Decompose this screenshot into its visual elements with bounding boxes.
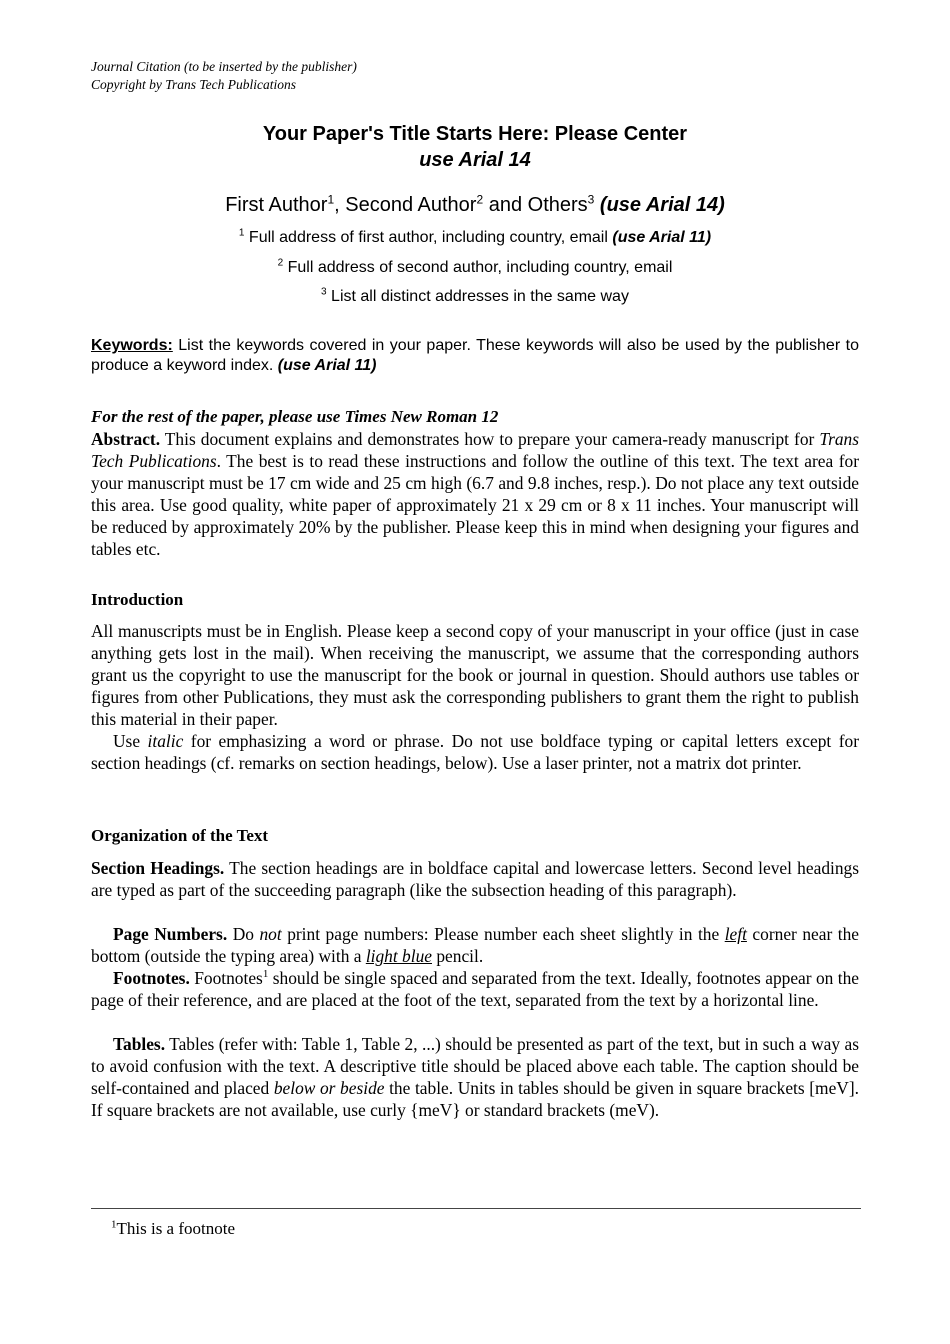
author-others-sup: 3 <box>587 192 595 207</box>
page-numbers-d: pencil. <box>432 946 484 966</box>
footnotes-paragraph <box>91 967 859 1011</box>
paper-title-font-note: use Arial 14 <box>419 149 531 171</box>
abstract-text-b: . The best is to read these instructions and follow the outline of this text. The text area for your manuscript must be 17 cm wide and 25 cm high (6.7 and 9.8 inches, resp.). Do not place any text outside this area. Use good quality, white paper of approximately 21 x 29 cm or 8 x 11 inches. Your manuscript will be reduced by approximately 20% by the publisher. Please keep this in mind when designing your figures and tables etc. <box>91 451 860 559</box>
keywords-font-note: (use Arial 11) <box>277 357 377 374</box>
footnote-reference: 1 <box>262 968 269 981</box>
heading-introduction: Introduction <box>91 590 184 609</box>
address-2-text: Full address of second author, including country, email <box>283 259 673 276</box>
address-2-sup: 2 <box>277 257 284 269</box>
author-first: First Author <box>225 194 328 216</box>
copyright-line: Copyright by Trans Tech Publications <box>91 77 297 92</box>
page-numbers-not: not <box>259 924 282 944</box>
author-first-sup: 1 <box>327 192 335 207</box>
tables-b: the table. Units in tables should be given in square brackets [meV]. If square brackets are not available, use curly {meV} or standard brackets (meV). <box>91 1078 859 1120</box>
abstract <box>91 428 859 560</box>
footnote <box>111 1218 235 1240</box>
author-second: , Second Author <box>334 194 477 216</box>
intro-p2-a: Use <box>113 731 148 751</box>
author-second-sup: 2 <box>476 192 484 207</box>
author-list <box>91 192 859 218</box>
address-1-text: Full address of first author, including country, email <box>244 229 613 246</box>
tables-label: Tables. <box>113 1034 166 1054</box>
address-3-sup: 3 <box>321 286 327 298</box>
page-numbers-c: corner near the bottom (outside the typing area) with a <box>91 924 860 966</box>
address-3 <box>91 287 859 307</box>
footnotes-label: Footnotes. <box>113 968 190 988</box>
footnotes-a: Footnotes <box>189 968 263 988</box>
keywords-label: Keywords: <box>91 337 173 354</box>
keywords-text: List the keywords covered in your paper. These keywords will also be used by the publisher to produce a keyword index. <box>91 337 859 374</box>
footnotes-b: should be single spaced and separated from the text. Ideally, footnotes appear on the page of their reference, and are placed at the foot of the text, separated from the text by a horizontal line. <box>91 968 859 1010</box>
section-headings-label: Section Headings. <box>91 858 225 878</box>
tables-a: Tables (refer with: Table 1, Table 2, ...) should be presented as part of the text, but in such a way as to avoid confusion with the text. A descriptive title should be placed above each table. The caption should be self-contained and placed <box>91 1034 859 1098</box>
address-1 <box>91 228 859 248</box>
tables-paragraph <box>91 1033 859 1121</box>
abstract-text-a: This document explains and demonstrates how to prepare your camera-ready manuscript for <box>160 429 820 449</box>
font-instruction: For the rest of the paper, please use Times New Roman 12 <box>91 407 499 426</box>
author-font-note: (use Arial 14) <box>599 194 725 216</box>
page-numbers-label: Page Numbers. <box>113 924 228 944</box>
intro-p2-italic: italic <box>147 731 184 751</box>
intro-paragraph-1: All manuscripts must be in English. Please keep a second copy of your manuscript in your office (just in case anything gets lost in the mail). When receiving the manuscript, we assume that the corresponding authors grant us the copyright to use the manuscript for the book or journal in question. Should authors use tables or figures from other Publications, they must ask the corresponding publishers to grant them the right to publish this material in their paper. <box>91 621 859 729</box>
heading-organization: Organization of the Text <box>91 826 269 845</box>
abstract-label: Abstract. <box>91 429 161 449</box>
abstract-publisher: Trans Tech Publications <box>91 429 859 471</box>
page-numbers-b: print page numbers: Please number each sheet slightly in the <box>281 924 725 944</box>
address-1-sup: 1 <box>238 227 245 239</box>
footnote-text: This is a footnote <box>116 1219 236 1238</box>
page-numbers-left: left <box>724 924 747 944</box>
journal-citation: Journal Citation (to be inserted by the publisher) <box>91 59 357 74</box>
page-numbers-a: Do <box>227 924 260 944</box>
address-3-text: List all distinct addresses in the same way <box>326 288 629 305</box>
address-2 <box>91 258 859 278</box>
page-numbers-paragraph <box>91 923 859 967</box>
author-others: and Others <box>483 194 588 216</box>
footnote-number: 1 <box>111 1218 117 1231</box>
page-numbers-light-blue: light blue <box>365 946 432 966</box>
paper-page <box>91 0 859 1344</box>
section-headings-text: The section headings are in boldface capital and lowercase letters. Second level headings are typed as part of the succeeding paragraph (like the subsection heading of this paragraph). <box>91 858 860 900</box>
intro-paragraph-2 <box>91 730 859 774</box>
footnote-separator <box>91 1208 861 1209</box>
tables-italic: below or beside <box>273 1078 385 1098</box>
section-headings-paragraph <box>91 857 859 901</box>
intro-p2-b: for emphasizing a word or phrase. Do not use boldface typing or capital letters except for section headings (cf. remarks on section headings, below). Use a laser printer, not a matrix dot printer. <box>91 731 859 773</box>
keywords-block <box>91 336 859 376</box>
address-1-note: (use Arial 11) <box>612 229 712 246</box>
paper-title: Your Paper's Title Starts Here: Please Center <box>262 123 688 145</box>
